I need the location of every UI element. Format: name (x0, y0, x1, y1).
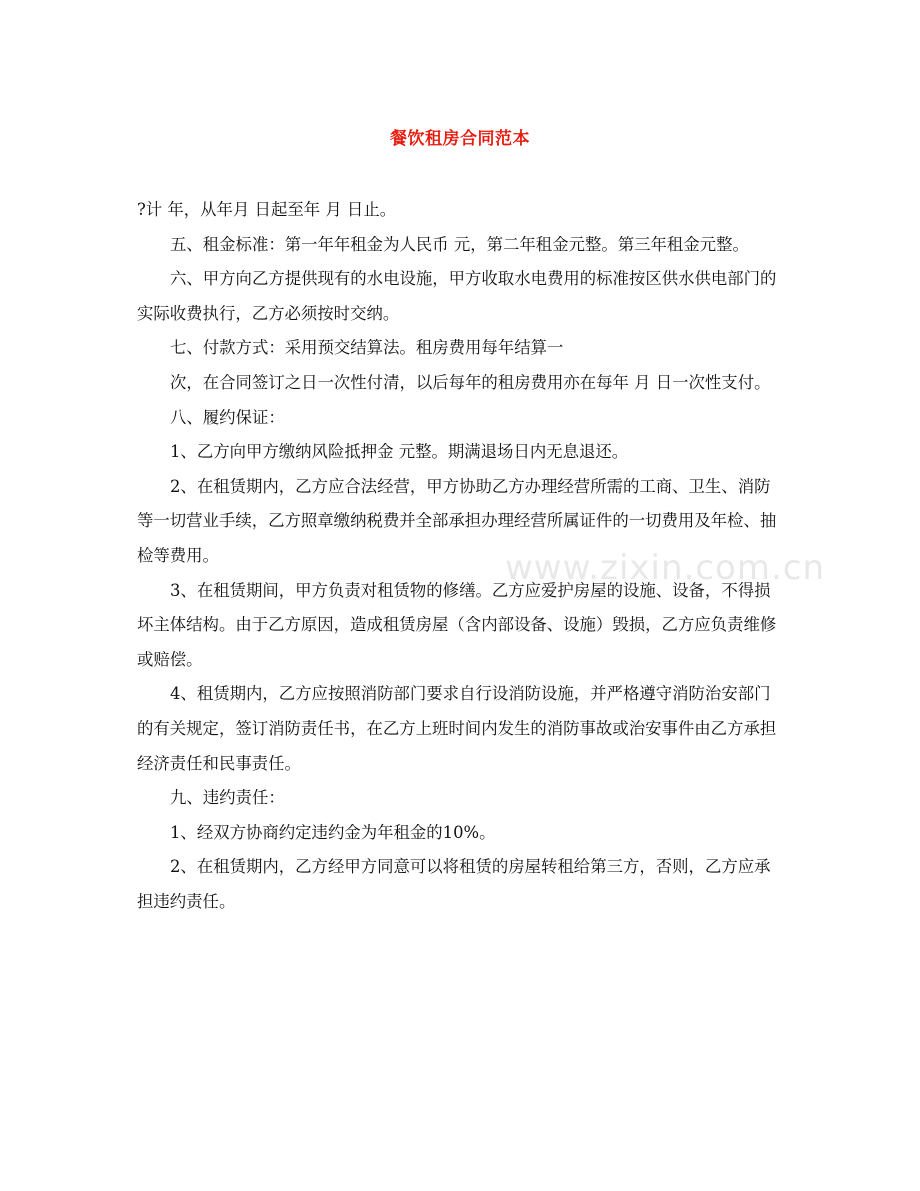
paragraph-payment-method: 七、付款方式：采用预交结算法。租房费用每年结算一 (170, 338, 564, 358)
paragraph-payment-schedule: 次，在合同签订之日一次性付清，以后每年的租房费用亦在每年 月 日一次性支付。 (170, 372, 771, 392)
paragraph-term: ?计 年，从年月 日起至年 月 日止。 (137, 200, 397, 219)
paragraph-rent-standard: 五、租金标准：第一年年租金为人民币 元，第二年租金元整。第三年租金元整。 (170, 234, 749, 254)
document-title: 餐饮租房合同范本 (390, 129, 530, 149)
paragraph-guarantee-1: 1、乙方向甲方缴纳风险抵押金 元整。期满退场日内无息退还。 (170, 442, 629, 462)
paragraph-guarantee-3: 3、在租赁期间，甲方负责对租赁物的修缮。乙方应爱护房屋的设施、设备，不得损坏主体结构。由于乙方原因，造成租赁房屋（含内部设备、设施）毁损，乙方应负责维修或赔偿。 (137, 580, 777, 669)
paragraph-breach-1: 1、经双方协商约定违约金为年租金的10%。 (170, 822, 496, 842)
document-body (137, 193, 777, 919)
heading-breach-liability: 九、违约责任： (170, 788, 285, 808)
paragraph-guarantee-2: 2、在租赁期内，乙方应合法经营，甲方协助乙方办理经营所需的工商、卫生、消防等一切营业手续，乙方照章缴纳税费并全部承担办理经营所属证件的一切费用及年检、抽检等费用。 (137, 476, 777, 565)
paragraph-breach-2: 2、在租赁期内，乙方经甲方同意可以将租赁的房屋转租给第三方，否则，乙方应承担违约责任。 (137, 857, 771, 911)
paragraph-guarantee-4: 4、租赁期内，乙方应按照消防部门要求自行设消防设施，并严格遵守消防治安部门的有关规定，签订消防责任书，在乙方上班时间内发生的消防事故或治安事件由乙方承担经济责任和民事责任。 (137, 684, 777, 773)
watermark: www.zixin.com.cn (505, 548, 825, 588)
heading-performance-guarantee: 八、履约保证： (170, 407, 285, 427)
paragraph-utilities: 六、甲方向乙方提供现有的水电设施，甲方收取水电费用的标准按区供水供电部门的实际收费执行，乙方必须按时交纳。 (137, 269, 777, 323)
